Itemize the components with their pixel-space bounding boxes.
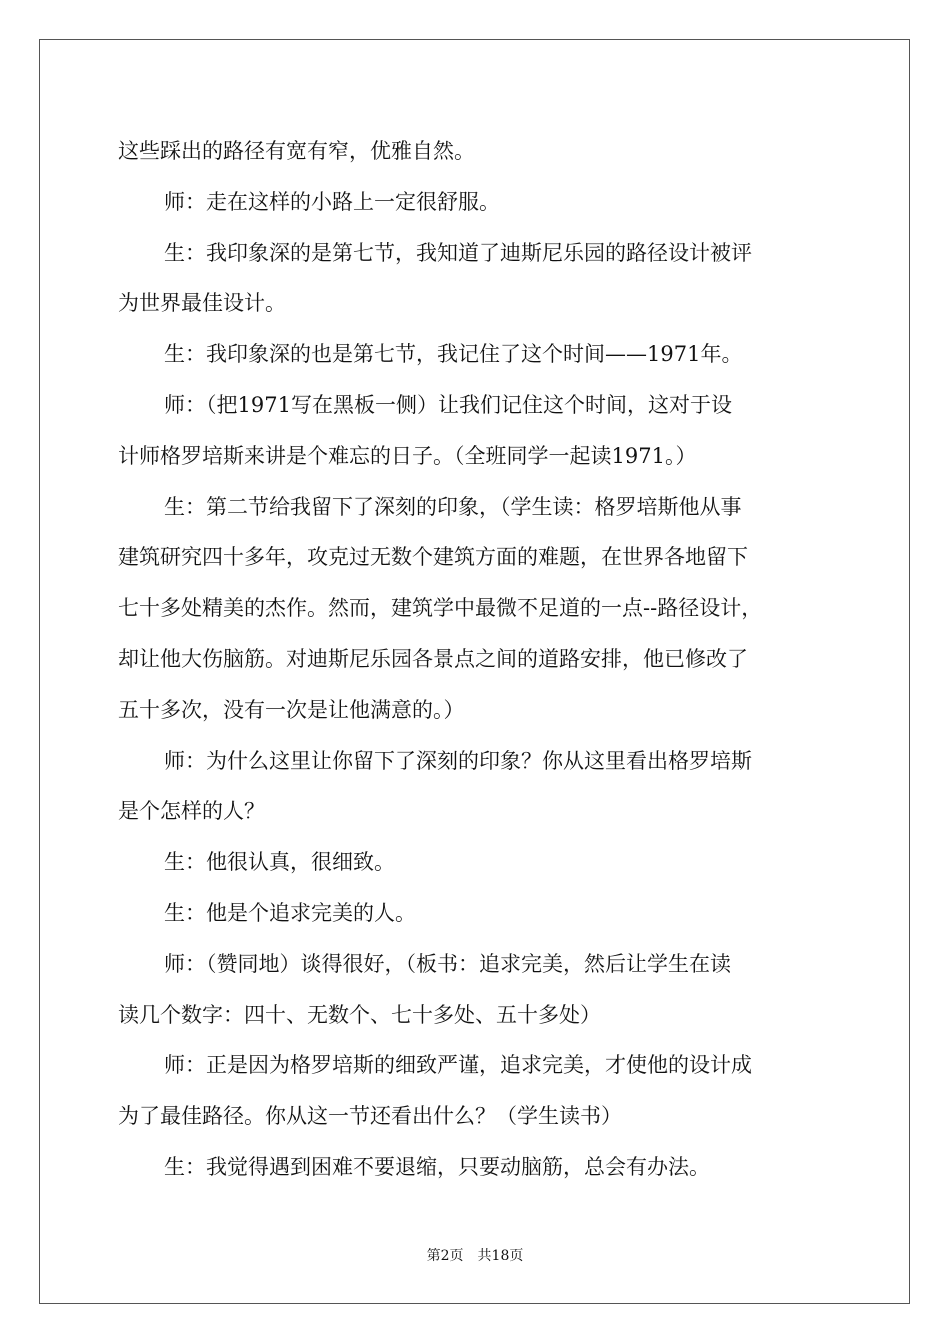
text-line: 计师格罗培斯来讲是个难忘的日子。（全班同学一起读1971。） (118, 443, 697, 468)
text-line: 读几个数字：四十、无数个、七十多处、五十多处） (118, 1002, 601, 1027)
text-line: 生：他很认真，很细致。 (164, 850, 395, 875)
text-line: 师：（赞同地）谈得很好，（板书：追求完美，然后让学生在读 (164, 951, 731, 976)
text-line: 师：正是因为格罗培斯的细致严谨，追求完美，才使他的设计成 (164, 1053, 752, 1078)
text-line: 是个怎样的人？ (118, 799, 265, 824)
text-line: 师：走在这样的小路上一定很舒服。 (164, 189, 500, 214)
text-line: 这些踩出的路径有宽有窄，优雅自然。 (118, 139, 475, 163)
text-line: 为了最佳路径。你从这一节还看出什么？（学生读书） (118, 1104, 622, 1129)
text-line: 建筑研究四十多年，攻克过无数个建筑方面的难题，在世界各地留下 (118, 545, 748, 570)
text-line: 生：他是个追求完美的人。 (164, 900, 416, 925)
text-line: 五十多次，没有一次是让他满意的。） (118, 697, 465, 722)
text-line: 师：（把1971写在黑板一侧）让我们记住这个时间，这对于设 (164, 392, 732, 417)
document-body (118, 128, 838, 1195)
page-total: 共18页 (477, 1248, 524, 1264)
page-number: 第2页 (426, 1248, 464, 1264)
text-line: 生：我印象深的也是第七节，我记住了这个时间——1971年。 (164, 342, 743, 367)
page-footer (0, 1245, 950, 1265)
text-line: 生：我觉得遇到困难不要退缩，只要动脑筋，总会有办法。 (164, 1154, 710, 1179)
text-line: 生：第二节给我留下了深刻的印象，（学生读：格罗培斯他从事 (164, 494, 742, 519)
text-line: 却让他大伤脑筋。对迪斯尼乐园各景点之间的道路安排，他已修改了 (118, 646, 748, 671)
text-line: 为世界最佳设计。 (118, 291, 286, 316)
text-line: 七十多处精美的杰作。然而，建筑学中最微不足道的一点--路径设计， (118, 596, 763, 621)
text-line: 师：为什么这里让你留下了深刻的印象？你从这里看出格罗培斯 (164, 748, 752, 773)
text-line: 生：我印象深的是第七节，我知道了迪斯尼乐园的路径设计被评 (164, 240, 752, 265)
